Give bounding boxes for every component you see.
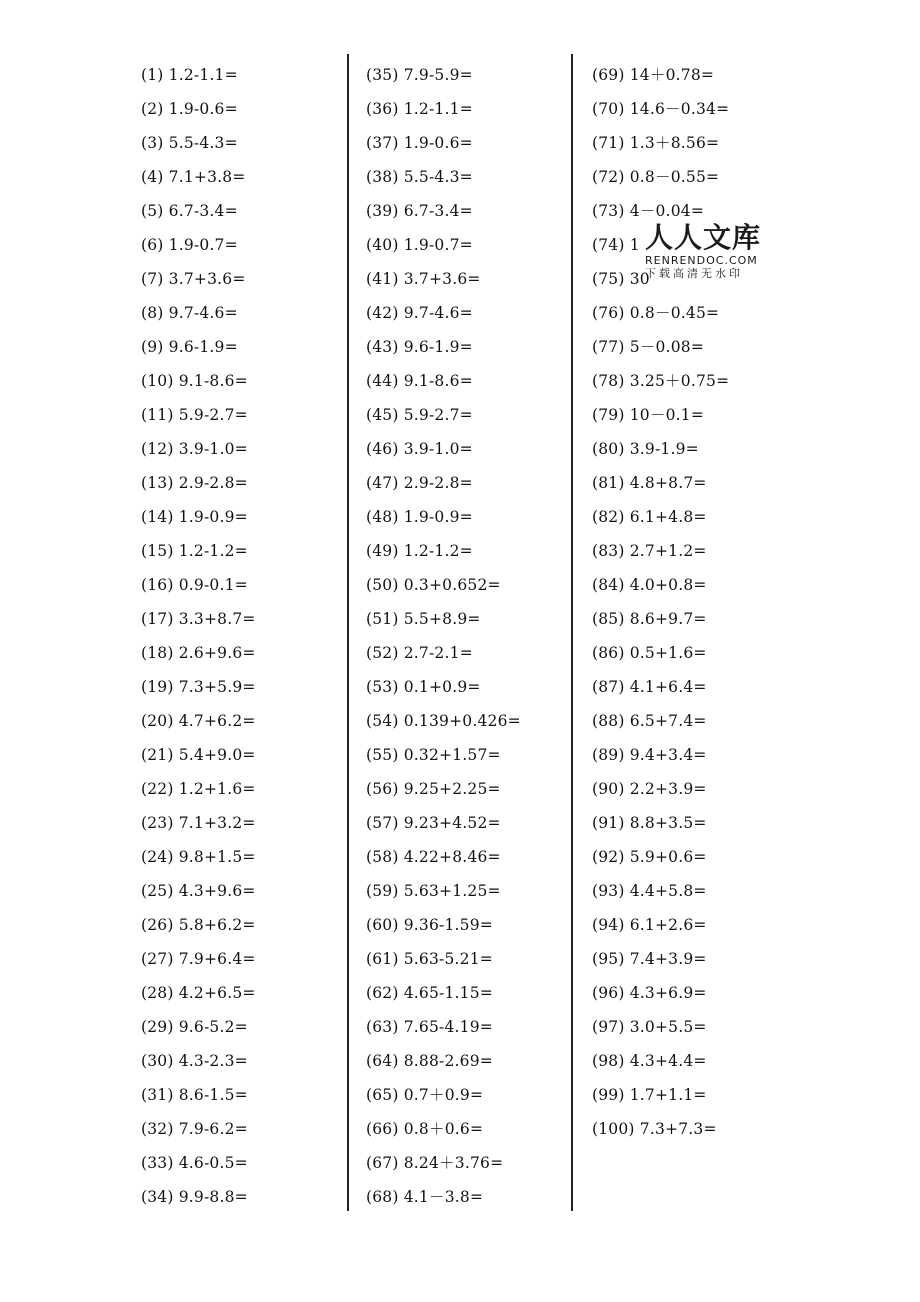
problem-item: (65) 0.7＋0.9= — [366, 1086, 484, 1104]
problem-item: (23) 7.1+3.2= — [141, 814, 256, 832]
problem-item: (36) 1.2-1.1= — [366, 100, 473, 118]
problem-item: (78) 3.25＋0.75= — [592, 372, 730, 390]
problem-item: (17) 3.3+8.7= — [141, 610, 256, 628]
problem-item: (98) 4.3+4.4= — [592, 1052, 707, 1070]
problem-item: (85) 8.6+9.7= — [592, 610, 707, 628]
problem-item: (31) 8.6-1.5= — [141, 1086, 248, 1104]
problem-item: (19) 7.3+5.9= — [141, 678, 256, 696]
problem-item: (32) 7.9-6.2= — [141, 1120, 248, 1138]
problem-item: (33) 4.6-0.5= — [141, 1154, 248, 1172]
problem-item: (91) 8.8+3.5= — [592, 814, 707, 832]
problem-item: (43) 9.6-1.9= — [366, 338, 473, 356]
problem-item: (97) 3.0+5.5= — [592, 1018, 707, 1036]
problem-item: (80) 3.9-1.9= — [592, 440, 699, 458]
problem-item: (34) 9.9-8.8= — [141, 1188, 248, 1206]
problem-item: (48) 1.9-0.9= — [366, 508, 473, 526]
problem-item: (56) 9.25+2.25= — [366, 780, 501, 798]
problem-item: (21) 5.4+9.0= — [141, 746, 256, 764]
problem-item: (99) 1.7+1.1= — [592, 1086, 707, 1104]
column-divider — [571, 54, 573, 1211]
problem-item: (25) 4.3+9.6= — [141, 882, 256, 900]
problem-item: (82) 6.1+4.8= — [592, 508, 707, 526]
watermark-title: 人人文库 — [645, 221, 762, 254]
problem-item: (10) 9.1-8.6= — [141, 372, 248, 390]
problem-item: (49) 1.2-1.2= — [366, 542, 473, 560]
problem-item: (50) 0.3+0.652= — [366, 576, 501, 594]
problem-item: (88) 6.5+7.4= — [592, 712, 707, 730]
problem-item: (51) 5.5+8.9= — [366, 610, 481, 628]
problem-item: (61) 5.63-5.21= — [366, 950, 493, 968]
problem-item: (7) 3.7+3.6= — [141, 270, 246, 288]
problem-item: (44) 9.1-8.6= — [366, 372, 473, 390]
problem-item: (35) 7.9-5.9= — [366, 66, 473, 84]
renrendoc-watermark — [645, 222, 775, 292]
problem-item: (4) 7.1+3.8= — [141, 168, 246, 186]
problem-item: (38) 5.5-4.3= — [366, 168, 473, 186]
problem-item: (24) 9.8+1.5= — [141, 848, 256, 866]
problem-item: (22) 1.2+1.6= — [141, 780, 256, 798]
problem-item: (73) 4－0.04= — [592, 202, 705, 220]
problem-item: (74) 1 — [592, 236, 640, 254]
problem-item: (40) 1.9-0.7= — [366, 236, 473, 254]
problem-item: (95) 7.4+3.9= — [592, 950, 707, 968]
problem-item: (68) 4.1－3.8= — [366, 1188, 484, 1206]
problem-item: (93) 4.4+5.8= — [592, 882, 707, 900]
problem-item: (20) 4.7+6.2= — [141, 712, 256, 730]
problem-column-2 — [366, 58, 586, 1214]
problem-item: (2) 1.9-0.6= — [141, 100, 238, 118]
problem-item: (72) 0.8－0.55= — [592, 168, 720, 186]
problem-item: (16) 0.9-0.1= — [141, 576, 248, 594]
problem-item: (26) 5.8+6.2= — [141, 916, 256, 934]
problem-item: (54) 0.139+0.426= — [366, 712, 521, 730]
problem-item: (55) 0.32+1.57= — [366, 746, 501, 764]
problem-item: (15) 1.2-1.2= — [141, 542, 248, 560]
problem-item: (96) 4.3+6.9= — [592, 984, 707, 1002]
problem-item: (29) 9.6-5.2= — [141, 1018, 248, 1036]
column-divider — [347, 54, 349, 1211]
problem-item: (77) 5－0.08= — [592, 338, 705, 356]
problem-item: (94) 6.1+2.6= — [592, 916, 707, 934]
problem-item: (71) 1.3＋8.56= — [592, 134, 720, 152]
problem-item: (63) 7.65-4.19= — [366, 1018, 493, 1036]
problem-item: (6) 1.9-0.7= — [141, 236, 238, 254]
problem-item: (1) 1.2-1.1= — [141, 66, 238, 84]
problem-item: (100) 7.3+7.3= — [592, 1120, 717, 1138]
problem-item: (45) 5.9-2.7= — [366, 406, 473, 424]
problem-item: (42) 9.7-4.6= — [366, 304, 473, 322]
problem-item: (13) 2.9-2.8= — [141, 474, 248, 492]
problem-item: (28) 4.2+6.5= — [141, 984, 256, 1002]
problem-item: (46) 3.9-1.0= — [366, 440, 473, 458]
problem-item: (18) 2.6+9.6= — [141, 644, 256, 662]
problem-item: (8) 9.7-4.6= — [141, 304, 238, 322]
problem-item: (52) 2.7-2.1= — [366, 644, 473, 662]
watermark-tagline: 下载高清无水印 — [645, 267, 743, 280]
problem-item: (89) 9.4+3.4= — [592, 746, 707, 764]
problem-item: (62) 4.65-1.15= — [366, 984, 493, 1002]
problem-item: (90) 2.2+3.9= — [592, 780, 707, 798]
problem-item: (3) 5.5-4.3= — [141, 134, 238, 152]
problem-item: (66) 0.8＋0.6= — [366, 1120, 484, 1138]
problem-item: (60) 9.36-1.59= — [366, 916, 493, 934]
problem-item: (47) 2.9-2.8= — [366, 474, 473, 492]
problem-item: (87) 4.1+6.4= — [592, 678, 707, 696]
problem-item: (30) 4.3-2.3= — [141, 1052, 248, 1070]
problem-item: (69) 14＋0.78= — [592, 66, 715, 84]
watermark-url: RENRENDOC.COM — [645, 254, 758, 267]
problem-item: (53) 0.1+0.9= — [366, 678, 481, 696]
problem-column-1 — [141, 58, 361, 1214]
problem-item: (14) 1.9-0.9= — [141, 508, 248, 526]
problem-item: (84) 4.0+0.8= — [592, 576, 707, 594]
problem-item: (9) 9.6-1.9= — [141, 338, 238, 356]
problem-item: (75) 30 — [592, 270, 650, 288]
problem-item: (5) 6.7-3.4= — [141, 202, 238, 220]
problem-item: (27) 7.9+6.4= — [141, 950, 256, 968]
problem-item: (83) 2.7+1.2= — [592, 542, 707, 560]
problem-item: (64) 8.88-2.69= — [366, 1052, 493, 1070]
problem-item: (11) 5.9-2.7= — [141, 406, 248, 424]
problem-item: (67) 8.24＋3.76= — [366, 1154, 504, 1172]
problem-item: (59) 5.63+1.25= — [366, 882, 501, 900]
problem-item: (79) 10－0.1= — [592, 406, 705, 424]
problem-item: (39) 6.7-3.4= — [366, 202, 473, 220]
problem-item: (70) 14.6－0.34= — [592, 100, 730, 118]
problem-item: (57) 9.23+4.52= — [366, 814, 501, 832]
problem-item: (41) 3.7+3.6= — [366, 270, 481, 288]
problem-item: (76) 0.8－0.45= — [592, 304, 720, 322]
problem-item: (37) 1.9-0.6= — [366, 134, 473, 152]
problem-item: (58) 4.22+8.46= — [366, 848, 501, 866]
problem-item: (86) 0.5+1.6= — [592, 644, 707, 662]
problem-item: (12) 3.9-1.0= — [141, 440, 248, 458]
problem-item: (81) 4.8+8.7= — [592, 474, 707, 492]
problem-item: (92) 5.9+0.6= — [592, 848, 707, 866]
